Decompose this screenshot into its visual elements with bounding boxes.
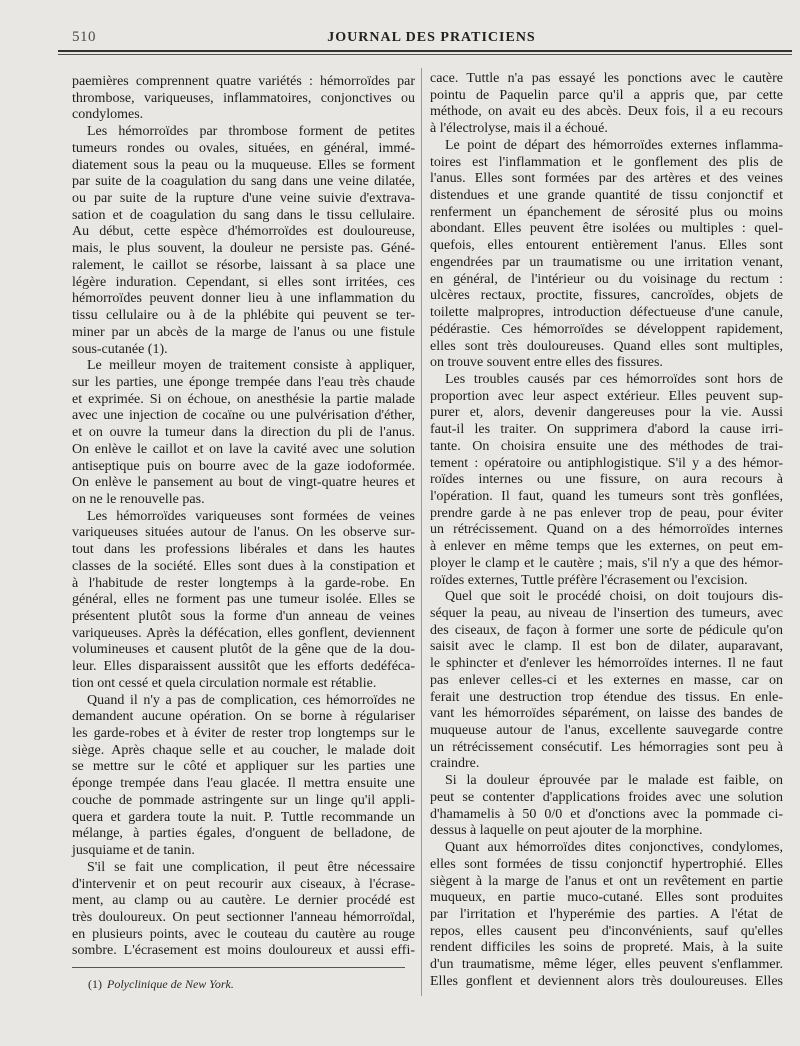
text-line: ferait une destruction trop étendue des tissus. En enle- xyxy=(430,689,783,705)
text-line: pédérastie. Ces hémorroïdes se développent rapidement, xyxy=(430,321,783,337)
text-line: Le meilleur moyen de traitement consiste à appliquer, xyxy=(87,358,415,374)
text-line: toilette malpropres, introduction défectueuse d'une canule, xyxy=(430,305,783,321)
text-line: renferment un épanchement de sérosité plus ou moins xyxy=(430,204,783,220)
page-number: 510 xyxy=(72,29,96,45)
text-line: purer et, alors, devenir dangereuses pour la vie. Aussi xyxy=(430,405,783,421)
text-line: ulcères rectaux, proctite, fissures, cancroïdes, objets de xyxy=(430,288,783,304)
column-divider xyxy=(421,68,422,996)
paragraph xyxy=(72,358,415,508)
text-line: ment, au clamp ou au cautère. Le dernier procédé est xyxy=(72,893,415,909)
footnote-rule xyxy=(72,967,405,968)
text-line: d'intervenir et on peut recourir aux ciseaux, à l'écrase- xyxy=(72,876,415,892)
text-line: elles sont formées de tissu conjonctif hypertrophié. Elles xyxy=(430,856,783,872)
text-line: siègent à la marge de l'anus et ont un revêtement en partie xyxy=(430,873,783,889)
text-line: On enlève le pansement au bout de vingt-quatre heures et xyxy=(72,475,415,491)
paragraph xyxy=(430,589,783,773)
text-line: tion ont cessé et quela circulation normale est rétablie. xyxy=(72,675,377,691)
text-line: sation et de coagulation du sang dans le tissu cellulaire. xyxy=(72,207,415,223)
text-line: présentent plutôt sous la forme d'un anneau de veines xyxy=(72,609,415,624)
text-line: éponge trempée dans l'eau glacée. Il mettra ensuite une xyxy=(72,776,415,792)
text-line: Le point de départ des hémorroïdes externes inflamma- xyxy=(445,137,783,153)
text-line: Les hémorroïdes par thrombose forment de petites xyxy=(87,124,415,140)
text-line: sur les parties, une éponge trempée dans l'eau très chaude xyxy=(72,374,415,390)
text-line: on trouve souvent entre elles des fissures. xyxy=(430,355,663,371)
text-line: demandent aucune opération. On se borne à régulariser xyxy=(72,709,415,725)
footnote xyxy=(88,977,234,992)
text-line: sous-cutanée (1). xyxy=(72,341,168,357)
text-line: prendre garde à ne pas enlever trop de peau, pour éviter xyxy=(430,505,783,521)
text-line: craindre. xyxy=(430,756,480,772)
text-line: repos, elles causent peu d'inconvénients, sauf qu'elles xyxy=(430,923,783,939)
text-line: proportion avec leur aspect extérieur. Elles peuvent sup- xyxy=(430,388,783,404)
text-line: très douloureux. On peut sectionner l'anneau hémorroïdal, xyxy=(72,909,415,925)
paragraph xyxy=(72,860,415,960)
text-line: d'hamamelis à 50 0/0 et d'onctions avec la pommade ci- xyxy=(430,806,783,822)
text-line: tement : opératoire ou antiphlogistique. S'il y a des hémor- xyxy=(430,455,783,471)
text-line: Quant aux hémorroïdes dites conjonctives, condylomes, xyxy=(445,840,783,856)
text-line: on ne le renouvelle pas. xyxy=(72,491,205,507)
journal-title: JOURNAL DES PRATICIENS xyxy=(327,30,536,45)
header-rule-thick xyxy=(58,50,792,52)
text-line: abondant. Elles peuvent être isolées ou multiples : quel- xyxy=(430,221,783,237)
text-line: avec une injection de cocaïne ou une pulvérisation d'éther, xyxy=(72,408,415,424)
text-line: l'anus. Elles sont formées par des artères et des veines xyxy=(430,171,783,187)
text-line: volumineuses et causent plutôt de la gêne que de la dou- xyxy=(72,642,415,658)
text-line: pas enlever celles-ci et les externes en masse, car on xyxy=(430,672,783,688)
paragraph xyxy=(72,74,415,124)
text-line: On enlève le caillot et on lave la cavité avec une solution xyxy=(72,441,415,457)
text-line: sombre. L'écrasement est moins douloureux et aussi effi- xyxy=(72,943,415,959)
text-line: leur. Elles disparaissent aussitôt que les efforts dedéféca- xyxy=(72,659,415,675)
text-line: diatement sous la peau ou la muqueuse. Elles se forment xyxy=(72,157,415,173)
text-line: thrombose, variqueuses, inflammatoires, conjonctives ou xyxy=(72,90,415,106)
text-line: muqueuse autour de l'anus, excellente sauvegarde contre xyxy=(430,723,783,739)
text-line: miner par un abcès de la marge de l'anus ou une fistule xyxy=(72,324,415,340)
paragraph xyxy=(430,840,783,990)
text-line: tissu cellulaire ou à de la phlébite qui peuvent se ter- xyxy=(72,308,415,324)
text-line: condylomes. xyxy=(72,107,144,123)
text-line: variqueuses. Après la défécation, elles gonflent, deviennent xyxy=(72,625,415,641)
text-line: des ciseaux, de façon à former une sorte de pédicule qu'on xyxy=(430,622,783,638)
text-line: S'il se fait une complication, il peut être nécessaire xyxy=(87,859,415,875)
text-line: distendues et une grande quantité de tissu conjonctif et xyxy=(430,188,783,204)
text-line: antiseptique puis on bourre avec de la gaze iodoformée. xyxy=(72,458,415,474)
text-line: ou par suite de la rupture d'une veine suivie d'extrava- xyxy=(72,191,415,207)
text-line: Quand il n'y a pas de complication, ces hémorroïdes ne xyxy=(87,692,415,708)
text-line: roïdes internes ou une fissure, on aura recours à xyxy=(430,472,783,488)
text-line: en plusieurs points, avec le couteau du cautère au rouge xyxy=(72,926,415,942)
footnote-source: Polyclinique de New York. xyxy=(107,977,234,991)
text-line: cace. Tuttle n'a pas essayé les ponctions avec le cautère xyxy=(430,71,783,86)
text-line: paemières comprennent quatre variétés : hémorroïdes par xyxy=(72,74,415,89)
text-line: Elles gonflent et deviennent alors très douloureuses. Elles xyxy=(430,973,783,989)
text-line: siège. Après chaque selle et au coucher, le malade doit xyxy=(72,742,415,758)
text-line: elles sont très douloureuses. Quand elles sont multiples, xyxy=(430,338,783,354)
text-line: mélange, à parties égales, d'onguent de belladone, de xyxy=(72,826,415,842)
text-line: variqueuses situées autour de l'anus. On les observe sur- xyxy=(72,525,415,541)
text-line: légère induration. Cependant, si elles sont irritées, ces xyxy=(72,274,415,290)
text-line: ralement, le caillot se résorbe, laissant à sa place une xyxy=(72,257,415,273)
text-line: tante. On choisira ensuite une des méthodes de trai- xyxy=(430,438,783,454)
text-line: ployer le clamp et le cautère ; mais, s'il n'y a que des hémor- xyxy=(430,555,783,571)
text-line: muqueux, en partie muco-cutané. Elles sont produites xyxy=(430,890,783,906)
text-line: engendrées par un traumatisme ou une irritation venant, xyxy=(430,254,783,270)
text-line: quera et gardera toute la nuit. P. Tuttle recommande un xyxy=(72,809,415,825)
paragraph xyxy=(430,773,783,840)
text-line: par l'irritation et l'hyperémie des parties. A l'état de xyxy=(430,906,783,922)
text-line: pointu de Paquelin parce qu'il a appris que, par cette xyxy=(430,87,783,103)
text-line: les garde-robes et à éviter de rester trop longtemps sur le xyxy=(72,726,415,742)
text-line: et on ouvre la tumeur dans la direction du pli de l'anus. xyxy=(72,425,415,441)
header-rule-thin xyxy=(58,54,792,55)
text-line: d'un traumatisme, même léger, elles peuvent s'enflammer. xyxy=(430,957,783,973)
text-line: le sphincter et d'enlever les hémorroïdes internes. Il ne faut xyxy=(430,656,783,672)
text-line: Quel que soit le procédé choisi, on doit toujours dis- xyxy=(445,589,783,605)
text-line: séquer la peau, au niveau de l'insertion des tumeurs, avec xyxy=(430,606,783,621)
text-line: toires est l'inflammation et le gonflement des plis de xyxy=(430,154,783,170)
text-line: mais, le plus souvent, la douleur ne persiste pas. Géné- xyxy=(72,241,415,257)
column-right xyxy=(430,71,783,991)
text-line: couche de pommade astringente sur un linge qu'il appli- xyxy=(72,792,415,808)
text-line: rendent difficiles les soins de propreté. Mais, à la suite xyxy=(430,940,783,956)
text-line: tumeurs rondes ou ovales, situées, en général, immé- xyxy=(72,140,415,156)
text-line: Si la douleur éprouvée par le malade est faible, on xyxy=(445,773,783,789)
text-line: l'opération. Il faut, quand les tumeurs sont très gonflées, xyxy=(430,488,783,504)
text-line: par suite de la coagulation du sang dans une veine dilatée, xyxy=(72,174,415,190)
paragraph xyxy=(72,693,415,860)
text-line: se mettre sur le côté et appliquer sur les parties une xyxy=(72,759,415,775)
text-line: Les troubles causés par ces hémorroïdes sont hors de xyxy=(445,371,783,387)
text-line: peut se contenter d'applications froides avec une solution xyxy=(430,789,783,805)
text-line: jusquiame et de tanin. xyxy=(72,843,195,859)
text-line: faut-il les traiter. On supprimera d'abord la cause irri- xyxy=(430,422,783,438)
text-line: général, elles ne forment pas une tumeur isolée. Elles se xyxy=(72,592,415,608)
paragraph xyxy=(430,372,783,589)
text-line: quefois, elles entourent entièrement l'anus. Elles sont xyxy=(430,238,783,254)
paragraph xyxy=(72,124,415,358)
text-line: tout dans les professions libérales et dans les hautes xyxy=(72,542,415,558)
column-left xyxy=(72,74,415,960)
text-line: en général, de l'intérieur ou du voisinage du rectum : xyxy=(430,271,783,287)
paragraph xyxy=(430,138,783,372)
text-line: dessus à laquelle on peut ajouter de la morphine. xyxy=(430,823,703,839)
text-line: roïdes externes, Tuttle préfère l'écrasement ou l'excision. xyxy=(430,572,748,588)
text-line: Les hémorroïdes variqueuses sont formées de veines xyxy=(87,508,415,524)
text-line: Au début, cette espèce d'hémorroïdes est douloureuse, xyxy=(72,224,415,240)
paragraph xyxy=(72,509,415,693)
text-line: vant les hémorroïdes séparément, on laisse des bandes de xyxy=(430,706,783,722)
text-line: un rétrécissement consécutif. Les hémorragies sont peu à xyxy=(430,739,783,755)
text-line: saisit avec le clamp. Il est bon de dilater, auparavant, xyxy=(430,639,783,655)
text-line: un rétrécissement. Quand on a des hémorroïdes internes xyxy=(430,522,783,538)
text-line: méthode, on avait eu des abcès. Deux fois, il a eu recours xyxy=(430,104,783,120)
text-line: à l'électrolyse, mais il a échoué. xyxy=(430,121,608,137)
text-line: et exprimée. Si on échoue, on anesthésie la partie malade xyxy=(72,391,415,407)
text-line: à l'habitude de rester longtemps à la garde-robe. En xyxy=(72,575,415,591)
text-line: classes de la société. Elles sont dues à la constipation et xyxy=(72,558,415,574)
paragraph xyxy=(430,71,783,138)
text-line: hémorroïdes peuvent donner lieu à une inflammation du xyxy=(72,291,415,307)
text-line: à enlever en même temps que les externes, on peut em- xyxy=(430,539,783,555)
footnote-marker: (1) xyxy=(88,977,102,991)
